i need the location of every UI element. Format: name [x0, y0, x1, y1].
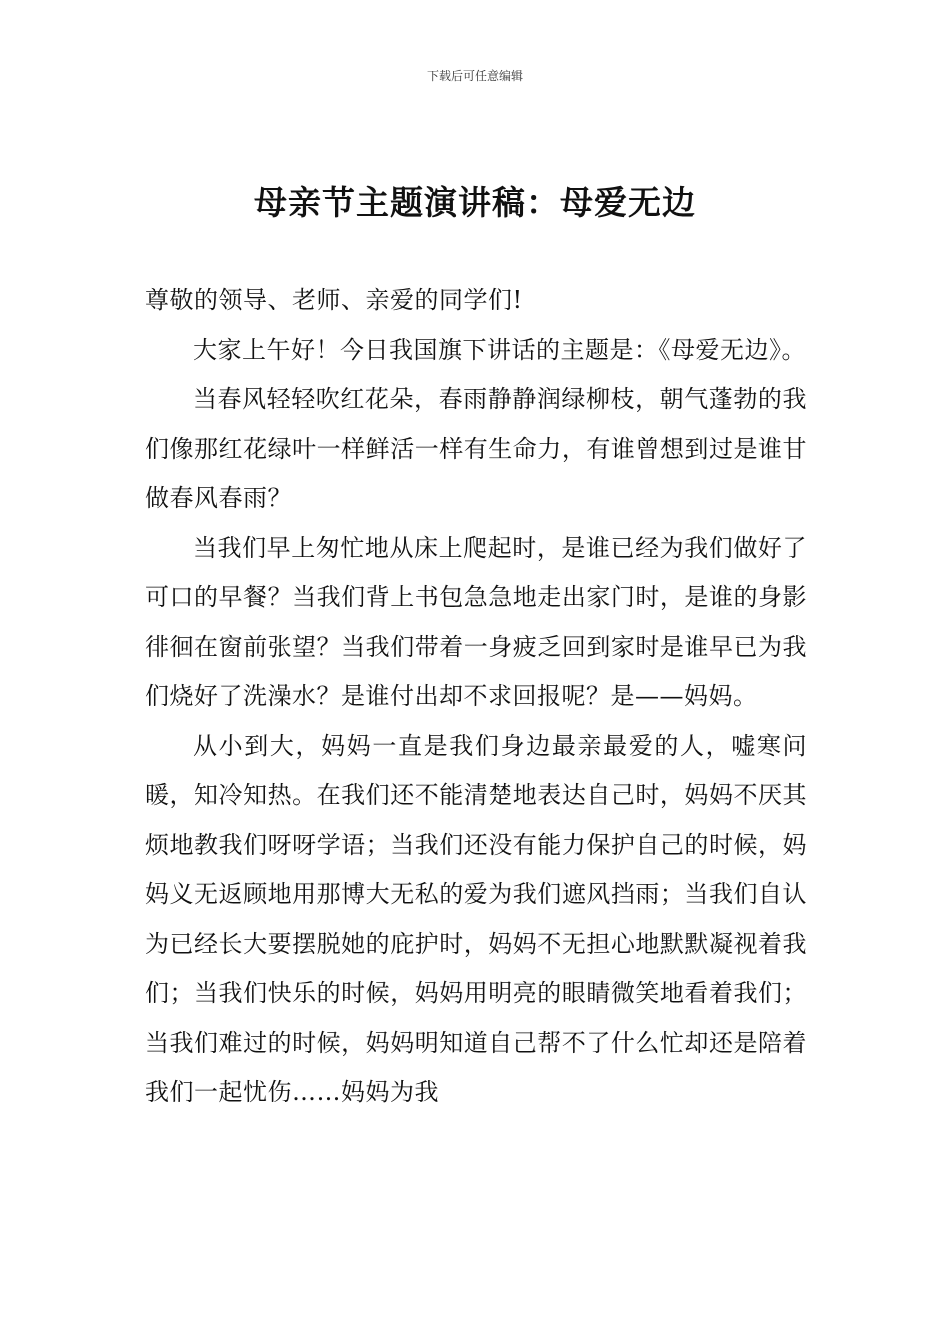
document-body [145, 276, 807, 1118]
paragraph-childhood: 从小到大，妈妈一直是我们身边最亲最爱的人，嘘寒问暖，知冷知热。在我们还不能清楚地表达自己时，妈妈不厌其烦地教我们呀呀学语；当我们还没有能力保护自己的时候，妈妈义无返顾地用那博大无私的爱为我们遮风挡雨；当我们自认为已经长大要摆脱她的庇护时，妈妈不无担心地默默凝视着我们；当我们快乐的时候，妈妈用明亮的眼睛微笑地看着我们；当我们难过的时候，妈妈明知道自己帮不了什么忙却还是陪着我们一起忧伤……妈妈为我 [145, 731, 807, 1106]
paragraph-morning: 当我们早上匆忙地从床上爬起时，是谁已经为我们做好了可口的早餐？当我们背上书包急急地走出家门时，是谁的身影徘徊在窗前张望？当我们带着一身疲乏回到家时是谁早已为我们烧好了洗澡水？是谁付出却不求回报呢？是——妈妈。 [145, 533, 807, 710]
page-header-note: 下载后可任意编辑 [426, 69, 523, 83]
document-title: 母亲节主题演讲稿：母爱无边 [254, 183, 696, 222]
salutation: 尊敬的领导、老师、亲爱的同学们! [145, 286, 523, 314]
paragraph-spring: 当春风轻轻吹红花朵，春雨静静润绿柳枝，朝气蓬勃的我们像那红花绿叶一样鲜活一样有生命力，有谁曾想到过是谁甘做春风春雨？ [145, 385, 807, 512]
paragraph-greeting: 大家上午好！今日我国旗下讲话的主题是：《母爱无边》。 [193, 335, 806, 364]
